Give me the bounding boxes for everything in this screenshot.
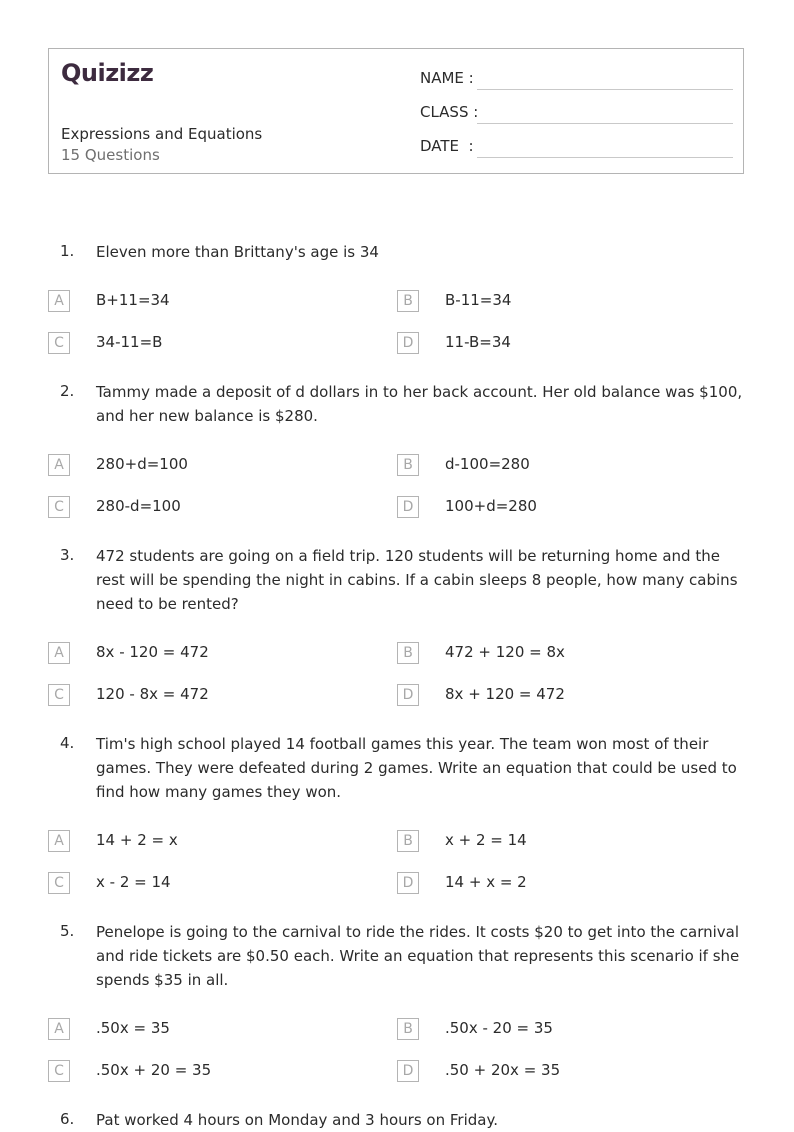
option-b-text: d-100=280 — [445, 455, 530, 473]
question-text: Eleven more than Brittany's age is 34 — [96, 243, 379, 261]
option-a-box[interactable]: A — [48, 830, 70, 852]
option-a-text: 280+d=100 — [96, 455, 188, 473]
option-a-box[interactable]: A — [48, 1018, 70, 1040]
option-b-text: B-11=34 — [445, 291, 512, 309]
option-b-box[interactable]: B — [397, 642, 419, 664]
option-c-text: 280-d=100 — [96, 497, 181, 515]
option-d-box[interactable]: D — [397, 332, 419, 354]
option-b-text: .50x - 20 = 35 — [445, 1019, 553, 1037]
option-d-box[interactable]: D — [397, 872, 419, 894]
name-label: NAME : — [420, 69, 474, 87]
option-b-text: 472 + 120 = 8x — [445, 643, 565, 661]
question-count: 15 Questions — [61, 146, 160, 164]
question-text: Penelope is going to the carnival to ride the rides. It costs $20 to get into the carnival and ride tickets are $0.50 each. Write an equation that represents this scenario if she spends $35 in all. — [96, 923, 740, 989]
class-field[interactable] — [477, 123, 733, 124]
option-c-box[interactable]: C — [48, 684, 70, 706]
question-text: Tim's high school played 14 football games this year. The team won most of their games. They were defeated during 2 games. Write an equation that could be used to find how many games they won. — [96, 735, 737, 801]
option-a-text: 14 + 2 = x — [96, 831, 178, 849]
option-d-text: 11-B=34 — [445, 333, 511, 351]
question-number: 6. — [60, 1110, 75, 1128]
option-b-text: x + 2 = 14 — [445, 831, 527, 849]
option-c-box[interactable]: C — [48, 1060, 70, 1082]
option-c-text: .50x + 20 = 35 — [96, 1061, 212, 1079]
option-c-text: 34-11=B — [96, 333, 163, 351]
option-a-text: .50x = 35 — [96, 1019, 170, 1037]
question-text: 472 students are going on a field trip. 120 students will be returning home and the rest will be spending the night in cabins. If a cabin sleeps 8 people, how many cabins need to be rented? — [96, 547, 738, 613]
name-field[interactable] — [477, 89, 733, 90]
question-text: Tammy made a deposit of d dollars in to her back account. Her old balance was $100, and her new balance is $280. — [96, 383, 743, 425]
option-b-box[interactable]: B — [397, 1018, 419, 1040]
date-label: DATE : — [420, 137, 474, 155]
option-c-text: x - 2 = 14 — [96, 873, 171, 891]
worksheet-header — [48, 48, 744, 174]
option-d-box[interactable]: D — [397, 684, 419, 706]
option-a-box[interactable]: A — [48, 290, 70, 312]
option-d-box[interactable]: D — [397, 1060, 419, 1082]
option-b-box[interactable]: B — [397, 454, 419, 476]
option-a-box[interactable]: A — [48, 642, 70, 664]
option-a-text: 8x - 120 = 472 — [96, 643, 209, 661]
option-d-box[interactable]: D — [397, 496, 419, 518]
option-d-text: 100+d=280 — [445, 497, 537, 515]
question-number: 1. — [60, 242, 75, 260]
option-d-text: 8x + 120 = 472 — [445, 685, 565, 703]
option-a-text: B+11=34 — [96, 291, 170, 309]
question-number: 2. — [60, 382, 75, 400]
question-number: 3. — [60, 546, 75, 564]
option-c-box[interactable]: C — [48, 332, 70, 354]
class-label: CLASS : — [420, 103, 479, 121]
option-c-text: 120 - 8x = 472 — [96, 685, 209, 703]
option-a-box[interactable]: A — [48, 454, 70, 476]
question-text: Pat worked 4 hours on Monday and 3 hours on Friday. — [96, 1111, 498, 1129]
option-b-box[interactable]: B — [397, 830, 419, 852]
worksheet-title: Expressions and Equations — [61, 125, 263, 143]
option-d-text: 14 + x = 2 — [445, 873, 527, 891]
option-b-box[interactable]: B — [397, 290, 419, 312]
quizizz-logo: Quizizz — [61, 59, 154, 87]
question-number: 4. — [60, 734, 75, 752]
date-field[interactable] — [477, 157, 733, 158]
option-c-box[interactable]: C — [48, 496, 70, 518]
option-d-text: .50 + 20x = 35 — [445, 1061, 561, 1079]
question-number: 5. — [60, 922, 75, 940]
option-c-box[interactable]: C — [48, 872, 70, 894]
